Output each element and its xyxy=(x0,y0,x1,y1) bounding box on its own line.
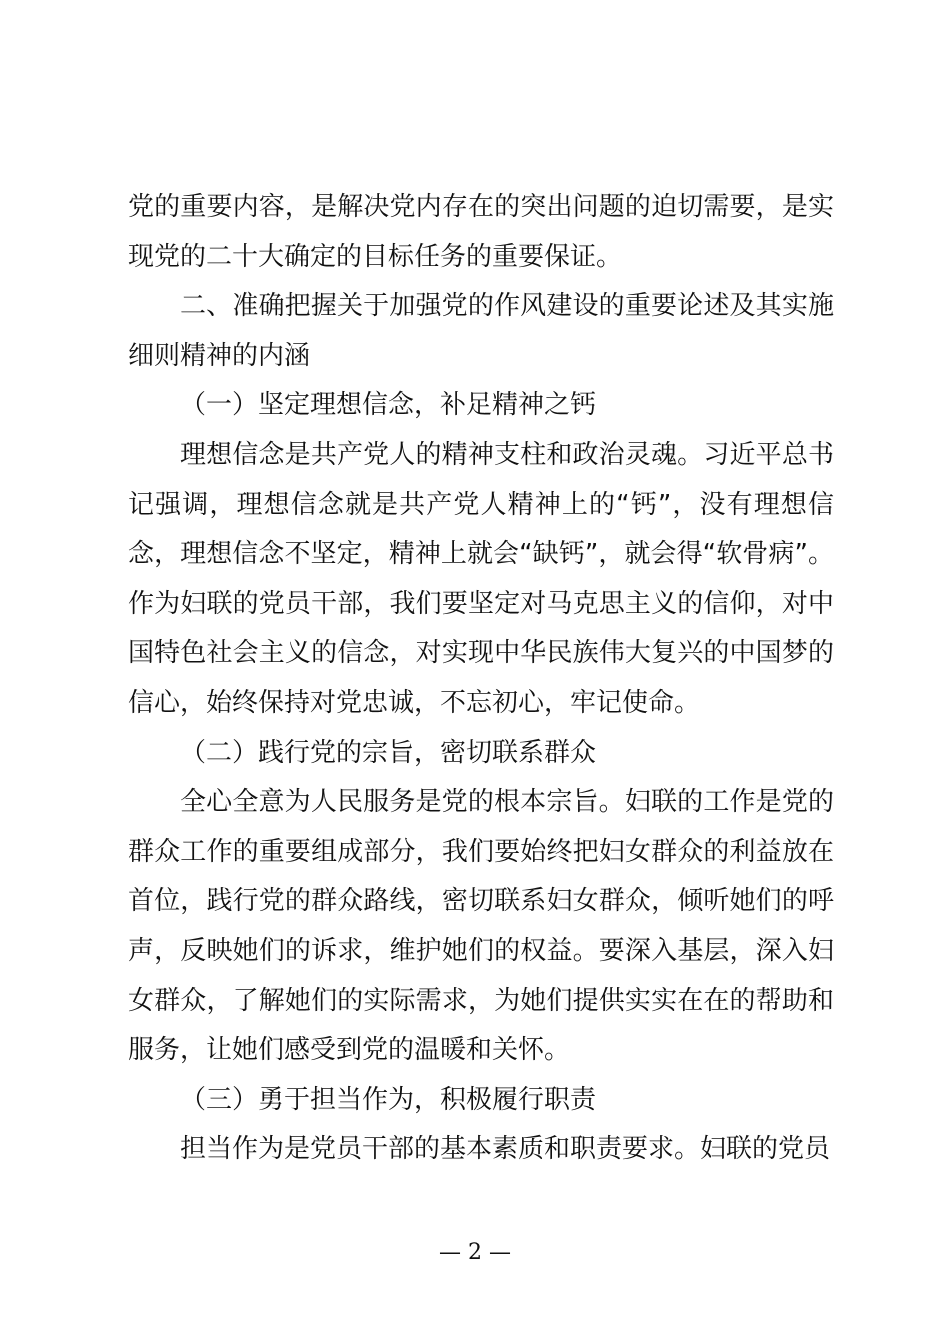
paragraph: 担当作为是党员干部的基本素质和职责要求。妇联的党员 xyxy=(180,1134,831,1165)
page-number: — 2 — xyxy=(439,1240,511,1265)
subsection-heading: （一）坚定理想信念，补足精神之钙 xyxy=(180,390,597,421)
subsection-heading: （三）勇于担当作为，积极履行职责 xyxy=(180,1084,597,1115)
subsection-heading: （二）践行党的宗旨，密切联系群众 xyxy=(180,737,597,768)
paragraph: 党的重要内容，是解决党内存在的突出问题的迫切需要，是实现党的二十大确定的目标任务的重要保证。 xyxy=(128,192,834,272)
section-heading: 二、准确把握关于加强党的作风建设的重要论述及其实施细则精神的内涵 xyxy=(128,291,834,371)
paragraph: 全心全意为人民服务是党的根本宗旨。妇联的工作是党的群众工作的重要组成部分，我们要始终把妇女群众的利益放在首位，践行党的群众路线，密切联系妇女群众，倾听她们的呼声，反映她们的诉求，维护她们的权益。要深入基层，深入妇女群众，了解她们的实际需求，为她们提供实实在在的帮助和服务，让她们感受到党的温暖和关怀。 xyxy=(128,787,834,1066)
paragraph: 理想信念是共产党人的精神支柱和政治灵魂。习近平总书记强调，理想信念就是共产党人精神上的“钙”，没有理想信念，理想信念不坚定，精神上就会“缺钙”，就会得“软骨病”。作为妇联的党员干部，我们要坚定对马克思主义的信仰，对中国特色社会主义的信念，对实现中华民族伟大复兴的中国梦的信心，始终保持对党忠诚，不忘初心，牢记使命。 xyxy=(128,439,834,718)
document-body xyxy=(128,183,834,1175)
